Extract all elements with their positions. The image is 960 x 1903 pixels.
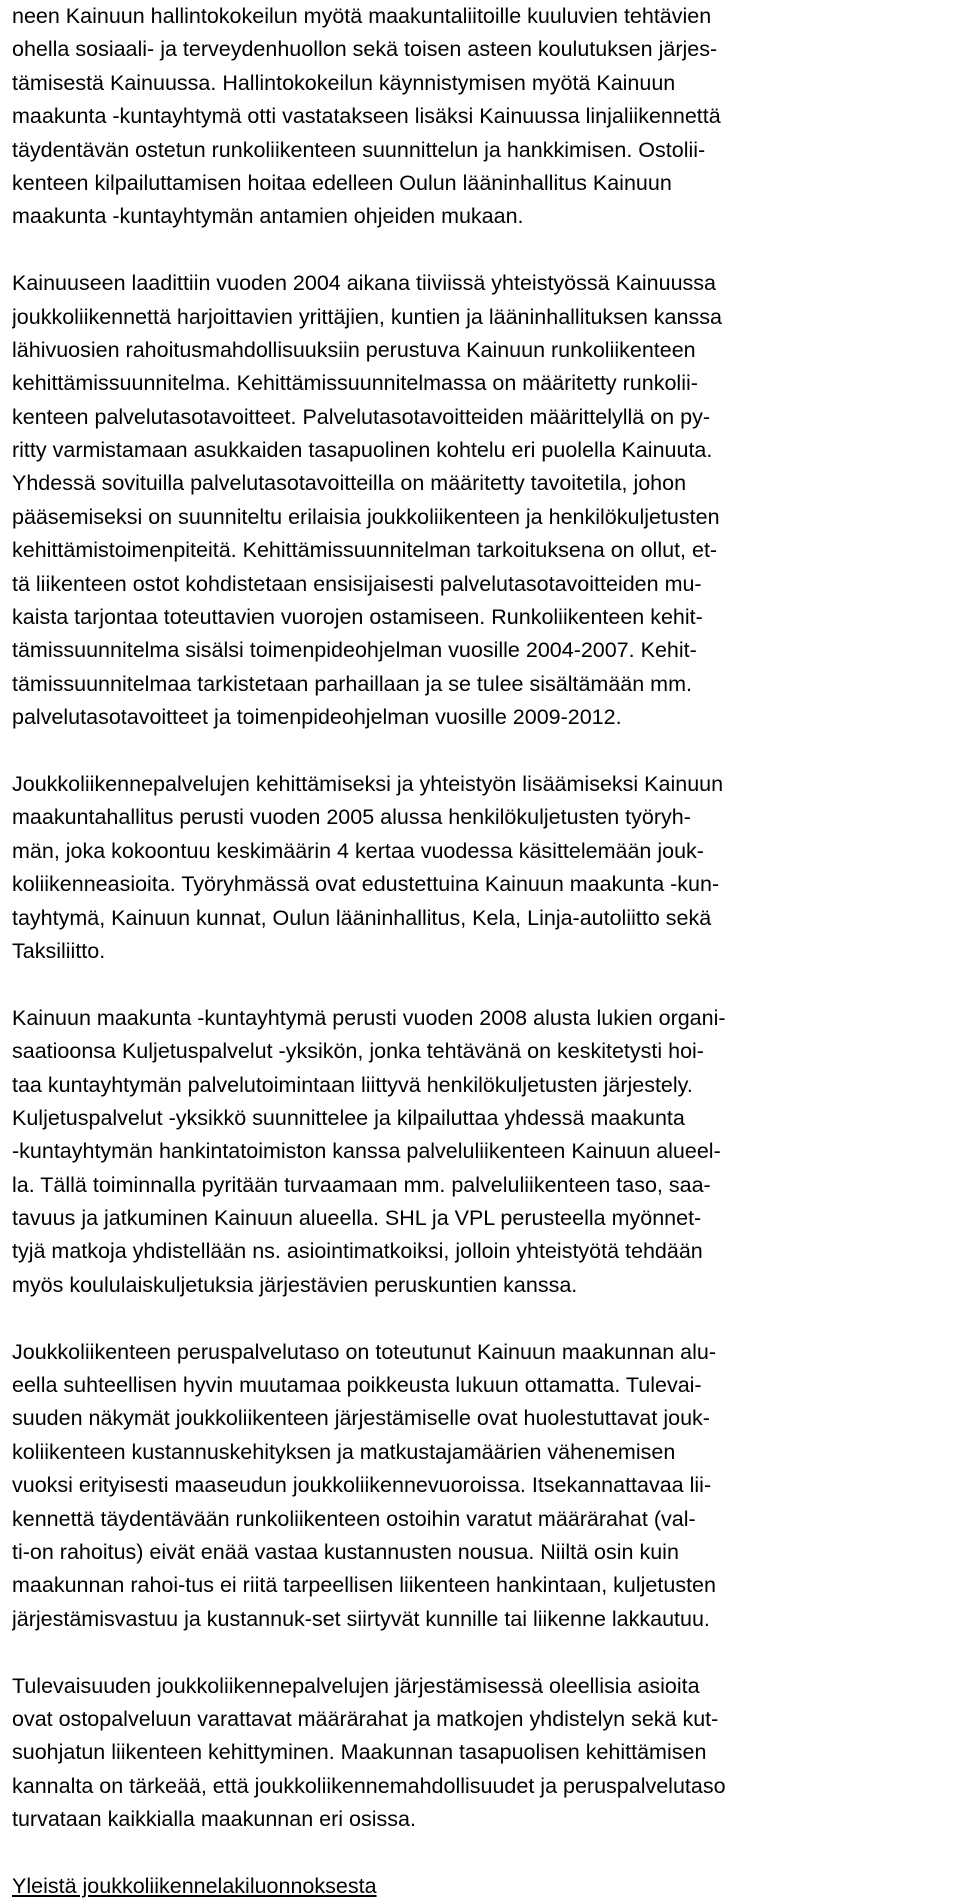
- text-line: kennettä täydentävään runkoliikenteen ostoihin varatut määrärahat (val-: [12, 1506, 696, 1531]
- text-line: maakunta -kuntayhtymän antamien ohjeiden mukaan.: [12, 204, 524, 229]
- section-heading-link[interactable]: Yleistä joukkoliikennelakiluonnoksesta: [12, 1873, 377, 1898]
- text-line: tämissuunnitelmaa tarkistetaan parhaillaan ja se tulee sisältämään mm.: [12, 671, 692, 696]
- text-line: -kuntayhtymän hankintatoimiston kanssa palveluliikenteen Kainuun alueel-: [12, 1139, 721, 1164]
- text-line: kaista tarjontaa toteuttavien vuorojen ostamiseen. Runkoliikenteen kehit-: [12, 605, 703, 630]
- text-line: Kuljetuspalvelut -yksikkö suunnittelee ja kilpailuttaa yhdessä maakunta: [12, 1105, 685, 1130]
- text-line: myös koululaiskuljetuksia järjestävien peruskuntien kanssa.: [12, 1272, 578, 1297]
- paragraph: [12, 267, 954, 734]
- text-line: ti-on rahoitus) eivät enää vastaa kustannusten nousua. Niiltä osin kuin: [12, 1539, 679, 1564]
- text-line: maakunnan rahoi-tus ei riitä tarpeellisen liikenteen hankintaan, kuljetusten: [12, 1573, 716, 1598]
- paragraph: [12, 1002, 954, 1303]
- text-line: neen Kainuun hallintokokeilun myötä maakuntaliitoille kuuluvien tehtävien: [12, 4, 712, 28]
- text-line: Joukkoliikennepalvelujen kehittämiseksi ja yhteistyön lisäämiseksi Kainuun: [12, 771, 724, 796]
- paragraph: [12, 1670, 954, 1837]
- text-line: Kainuun maakunta -kuntayhtymä perusti vuoden 2008 alusta lukien organi-: [12, 1005, 726, 1030]
- text-line: Tulevaisuuden joukkoliikennepalvelujen järjestämisessä oleellisia asioita: [12, 1673, 700, 1698]
- text-line: Taksiliitto.: [12, 938, 106, 963]
- text-line: Kainuuseen laadittiin vuoden 2004 aikana tiiviissä yhteistyössä Kainuussa: [12, 271, 716, 296]
- text-line: lähivuosien rahoitusmahdollisuuksiin perustuva Kainuun runkoliikenteen: [12, 337, 696, 362]
- text-line: Joukkoliikenteen peruspalvelutaso on toteutunut Kainuun maakunnan alu-: [12, 1339, 717, 1364]
- text-line: vuoksi erityisesti maaseudun joukkoliikennevuoroissa. Itsekannattavaa lii-: [12, 1473, 712, 1498]
- paragraph-spacer: [12, 1636, 954, 1669]
- text-line: eella suhteellisen hyvin muutamaa poikkeusta lukuun ottamatta. Tulevai-: [12, 1373, 702, 1398]
- text-line: maakunta -kuntayhtymä otti vastatakseen lisäksi Kainuussa linjaliikennettä: [12, 104, 721, 129]
- paragraph-spacer: [12, 1302, 954, 1335]
- text-line: järjestämisvastuu ja kustannuk-set siirtyvät kunnille tai liikenne lakkautuu.: [12, 1606, 710, 1631]
- text-line: taa kuntayhtymän palvelutoimintaan liittyvä henkilökuljetusten järjestely.: [12, 1072, 693, 1097]
- text-line: maakuntahallitus perusti vuoden 2005 alussa henkilökuljetusten työryh-: [12, 805, 691, 830]
- paragraph-spacer: [12, 968, 954, 1001]
- text-line: män, joka kokoontuu keskimäärin 4 kertaa vuodessa käsittelemään jouk-: [12, 838, 704, 863]
- paragraph-spacer: [12, 735, 954, 768]
- text-line: ritty varmistamaan asukkaiden tasapuolinen kohtelu eri puolella Kainuuta.: [12, 438, 713, 463]
- text-line: koliikenteen kustannuskehityksen ja matkustajamäärien vähenemisen: [12, 1439, 676, 1464]
- text-line: joukkoliikennettä harjoittavien yrittäjien, kuntien ja lääninhallituksen kanssa: [12, 304, 722, 329]
- paragraph-spacer: [12, 1836, 954, 1869]
- text-line: kenteen palvelutasotavoitteet. Palvelutasotavoitteiden määrittelyllä on py-: [12, 404, 710, 429]
- text-line: tyjä matkoja yhdistellään ns. asiointimatkoiksi, jolloin yhteistyötä tehdään: [12, 1239, 703, 1264]
- text-line: tämissuunnitelma sisälsi toimenpideohjelman vuosille 2004-2007. Kehit-: [12, 638, 697, 663]
- text-line: kehittämistoimenpiteitä. Kehittämissuunnitelman tarkoituksena on ollut, et-: [12, 538, 718, 563]
- text-line: suuden näkymät joukkoliikenteen järjestämiselle ovat huolestuttavat jouk-: [12, 1406, 710, 1431]
- text-line: tavuus ja jatkuminen Kainuun alueella. SHL ja VPL perusteella myönnet-: [12, 1206, 702, 1231]
- text-line: koliikenneasioita. Työryhmässä ovat edustettuina Kainuun maakunta -kun-: [12, 872, 720, 897]
- text-line: Yhdessä sovituilla palvelutasotavoitteilla on määritetty tavoitetila, johon: [12, 471, 687, 496]
- text-line: palvelutasotavoitteet ja toimenpideohjelman vuosille 2009-2012.: [12, 705, 622, 730]
- text-line: kannalta on tärkeää, että joukkoliikennemahdollisuudet ja peruspalvelutaso: [12, 1773, 726, 1798]
- text-line: pääsemiseksi on suunniteltu erilaisia joukkoliikenteen ja henkilökuljetusten: [12, 504, 720, 529]
- paragraph-spacer: [12, 234, 954, 267]
- text-line: ovat ostopalveluun varattavat määrärahat ja matkojen yhdistelyn sekä kut-: [12, 1706, 719, 1731]
- paragraph: [12, 768, 954, 968]
- text-line: tämisestä Kainuussa. Hallintokokeilun käynnistymisen myötä Kainuun: [12, 70, 676, 95]
- text-line: kehittämissuunnitelma. Kehittämissuunnitelmassa on määritetty runkolii-: [12, 371, 698, 396]
- text-line: tä liikenteen ostot kohdistetaan ensisijaisesti palvelutasotavoitteiden mu-: [12, 571, 702, 596]
- text-line: suohjatun liikenteen kehittyminen. Maakunnan tasapuolisen kehittämisen: [12, 1740, 707, 1765]
- text-line: kenteen kilpailuttamisen hoitaa edelleen Oulun lääninhallitus Kainuun: [12, 170, 672, 195]
- text-line: ohella sosiaali- ja terveydenhuollon sekä toisen asteen koulutuksen järjes-: [12, 37, 718, 62]
- text-line: turvataan kaikkialla maakunnan eri osissa.: [12, 1807, 416, 1832]
- text-line: saatioonsa Kuljetuspalvelut -yksikön, jonka tehtävänä on keskitetysti hoi-: [12, 1039, 704, 1064]
- paragraph: [12, 0, 954, 234]
- text-line: täydentävän ostetun runkoliikenteen suunnittelun ja hankkimisen. Ostolii-: [12, 137, 706, 162]
- text-line: tayhtymä, Kainuun kunnat, Oulun lääninhallitus, Kela, Linja-autoliitto sekä: [12, 905, 712, 930]
- text-line: la. Tällä toiminnalla pyritään turvaamaan mm. palveluliikenteen taso, saa-: [12, 1172, 711, 1197]
- paragraph: [12, 1336, 954, 1637]
